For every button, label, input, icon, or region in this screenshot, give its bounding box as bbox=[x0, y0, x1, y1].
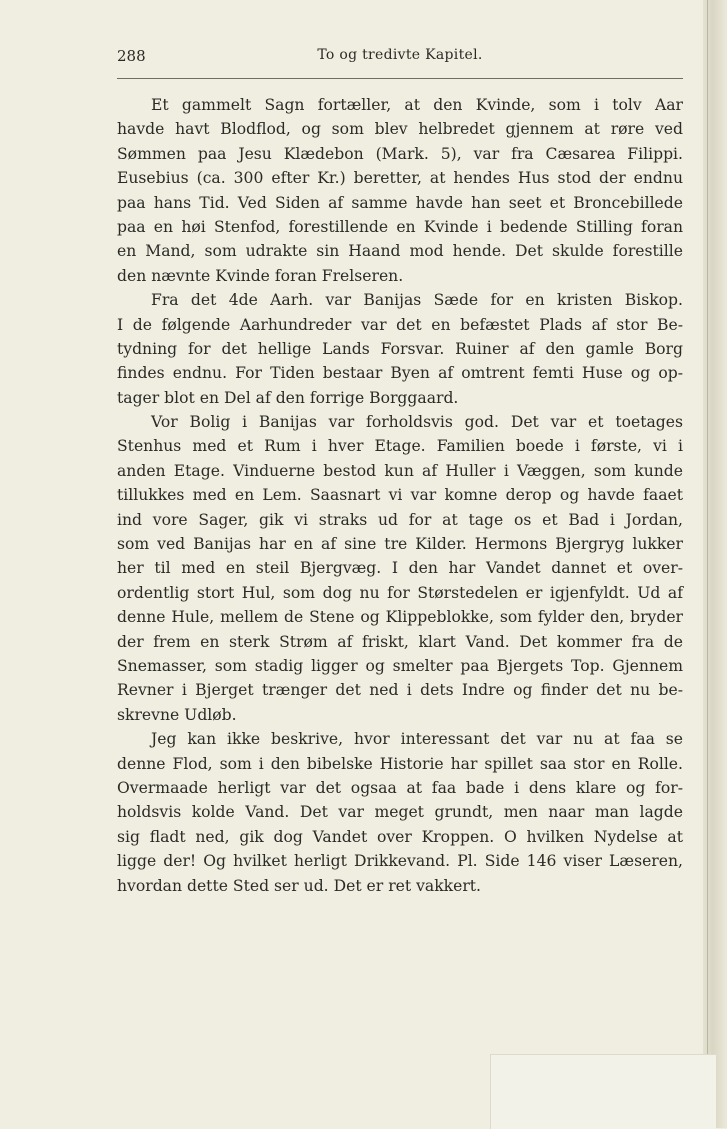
text-line: paa en høi Stenfod, forestillende en Kvinde i bedende Stilling foran bbox=[117, 217, 683, 236]
text-line: paa hans Tid. Ved Siden af samme havde han seet et Broncebillede bbox=[117, 193, 683, 212]
text-line: den nævnte Kvinde foran Frelseren. bbox=[117, 266, 404, 285]
text-line: I de følgende Aarhundreder var det en befæstet Plads af stor Be- bbox=[117, 315, 683, 334]
text-line: havde havt Blodflod, og som blev helbredet gjennem at røre ved bbox=[117, 120, 683, 139]
text-line: Stenhus med et Rum i hver Etage. Familien boede i første, vi i bbox=[117, 437, 683, 456]
header-rule bbox=[117, 78, 683, 79]
text-line: tager blot en Del af den forrige Borggaard. bbox=[117, 388, 459, 407]
binding-line bbox=[707, 0, 708, 1128]
text-line: ligge der! Og hvilket herligt Drikkevand. Pl. Side 146 viser Læseren, bbox=[117, 852, 683, 871]
text-line: Sømmen paa Jesu Klædebon (Mark. 5), var fra Cæsarea Filippi. bbox=[117, 144, 683, 163]
text-line: Et gammelt Sagn fortæller, at den Kvinde, som i tolv Aar bbox=[151, 96, 683, 114]
text-line: en Mand, som udrakte sin Haand mod hende. Det skulde forestille bbox=[117, 242, 683, 261]
text-line: tydning for det hellige Lands Forsvar. Ruiner af den gamle Borg bbox=[117, 339, 683, 358]
text-line: tillukkes med en Lem. Saasnart vi var komne derop og havde faaet bbox=[117, 486, 683, 505]
text-line: som ved Banijas har en af sine tre Kilder. Hermons Bjergryg lukker bbox=[117, 535, 683, 554]
text-line: holdsvis kolde Vand. Det var meget grundt, men naar man lagde bbox=[117, 803, 683, 822]
text-line: Overmaade herligt var det ogsaa at faa bade i dens klare og for- bbox=[117, 778, 683, 797]
text-line: skrevne Udløb. bbox=[117, 705, 237, 724]
text-line: Eusebius (ca. 300 efter Kr.) beretter, at hendes Hus stod der endnu bbox=[117, 169, 683, 188]
text-line: Revner i Bjerget trænger det ned i dets Indre og finder det nu be- bbox=[117, 681, 683, 700]
text-line: findes endnu. For Tiden bestaar Byen af omtrent femti Huse og op- bbox=[117, 364, 683, 383]
running-title: To og tredivte Kapitel. bbox=[317, 47, 483, 63]
page-number: 288 bbox=[117, 47, 146, 65]
body-text bbox=[117, 93, 683, 898]
scan-corner-patch bbox=[490, 1054, 716, 1129]
text-line: Fra det 4de Aarh. var Banijas Sæde for en kristen Biskop. bbox=[151, 291, 683, 310]
text-line: der frem en sterk Strøm af friskt, klart Vand. Det kommer fra de bbox=[117, 632, 683, 651]
text-line: denne Hule, mellem de Stene og Klippeblokke, som fylder den, bryder bbox=[117, 608, 683, 627]
text-line: Vor Bolig i Banijas var forholdsvis god. Det var et toetages bbox=[151, 413, 683, 432]
text-line: anden Etage. Vinduerne bestod kun af Huller i Væggen, som kunde bbox=[117, 461, 683, 480]
page-header bbox=[117, 45, 683, 69]
text-line: denne Flod, som i den bibelske Historie har spillet saa stor en Rolle. bbox=[117, 754, 683, 773]
text-line: ind vore Sager, gik vi straks ud for at tage os et Bad i Jordan, bbox=[117, 510, 683, 529]
text-line: Snemasser, som stadig ligger og smelter paa Bjergets Top. Gjennem bbox=[117, 656, 683, 675]
text-line: sig fladt ned, gik dog Vandet over Kroppen. O hvilken Nydelse at bbox=[117, 827, 683, 846]
text-line: hvordan dette Sted ser ud. Det er ret vakkert. bbox=[117, 876, 482, 895]
text-line: Jeg kan ikke beskrive, hvor interessant det var nu at faa se bbox=[151, 730, 683, 749]
text-line: ordentlig stort Hul, som dog nu for Størstedelen er igjenfyldt. Ud af bbox=[117, 583, 683, 602]
text-line: her til med en steil Bjergvæg. I den har Vandet dannet et over- bbox=[117, 559, 683, 578]
